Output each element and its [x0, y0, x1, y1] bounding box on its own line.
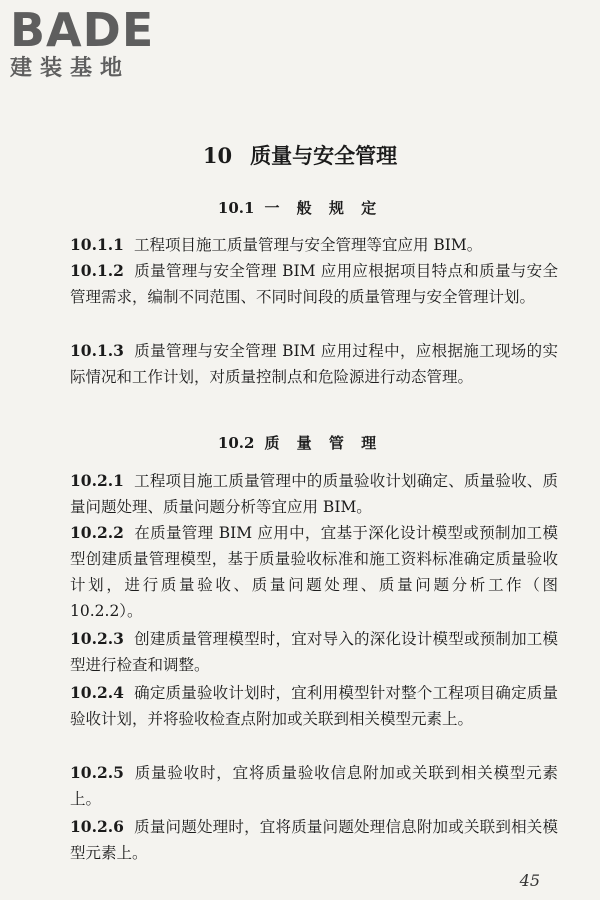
section-heading [0, 197, 600, 218]
clause-text: 质量问题处理时，宜将质量问题处理信息附加或关联到相关模型元素上。 [70, 818, 558, 862]
clause-text: 确定质量验收计划时，宜利用模型针对整个工程项目确定质量验收计划，并将验收检查点附加或关联到相关模型元素上。 [70, 684, 558, 728]
clause-paragraph [70, 760, 558, 812]
clause-number: 10.2.6 [70, 817, 124, 836]
clause-number: 10.1.2 [70, 261, 124, 280]
chapter-number: 10 [202, 143, 233, 168]
clause-number: 10.2.1 [70, 471, 124, 490]
section-name: 一 般 规 定 [264, 199, 383, 217]
clause-paragraph [70, 520, 558, 624]
clause-number: 10.1.1 [70, 235, 124, 254]
clause-number: 10.2.2 [70, 523, 124, 542]
clause-text: 工程项目施工质量管理与安全管理等宜应用 BIM。 [133, 236, 483, 254]
clause-text: 质量管理与安全管理 BIM 应用过程中，应根据施工现场的实际情况和工作计划，对质量控制点和危险源进行动态管理。 [70, 342, 558, 386]
section-heading [0, 432, 600, 453]
clause-text: 在质量管理 BIM 应用中，宜基于深化设计模型或预制加工模型创建质量管理模型，基于质量验收标准和施工资料标准确定质量验收计划，进行质量验收、质量问题处理、质量问题分析工作（图 10.2.2）。 [70, 524, 558, 620]
clause-text: 创建质量管理模型时，宜对导入的深化设计模型或预制加工模型进行检查和调整。 [70, 630, 558, 674]
clause-paragraph [70, 680, 558, 732]
clause-paragraph [70, 258, 558, 310]
clause-text: 质量管理与安全管理 BIM 应用应根据项目特点和质量与安全管理需求，编制不同范围、不同时间段的质量管理与安全管理计划。 [70, 262, 558, 306]
clause-paragraph [70, 626, 558, 678]
clause-paragraph [70, 468, 558, 520]
clause-text: 质量验收时，宜将质量验收信息附加或关联到相关模型元素上。 [70, 764, 558, 808]
chapter-title [0, 140, 600, 170]
clause-paragraph [70, 814, 558, 866]
clause-paragraph [70, 232, 558, 258]
clause-number: 10.2.3 [70, 629, 124, 648]
clause-number: 10.1.3 [70, 341, 124, 360]
clause-paragraph [70, 338, 558, 390]
section-name: 质 量 管 理 [264, 434, 383, 452]
chapter-name: 质量与安全管理 [250, 143, 398, 168]
clause-number: 10.2.4 [70, 683, 124, 702]
page-number: 45 [519, 871, 540, 890]
logo [10, 4, 154, 84]
section-number: 10.2 [217, 434, 255, 452]
section-number: 10.1 [217, 199, 255, 217]
logo-wordmark: BADE [10, 3, 155, 57]
clause-number: 10.2.5 [70, 763, 124, 782]
clause-text: 工程项目施工质量管理中的质量验收计划确定、质量验收、质量问题处理、质量问题分析等宜应用 BIM。 [70, 472, 558, 516]
logo-subtitle: 建装基地 [10, 56, 131, 81]
